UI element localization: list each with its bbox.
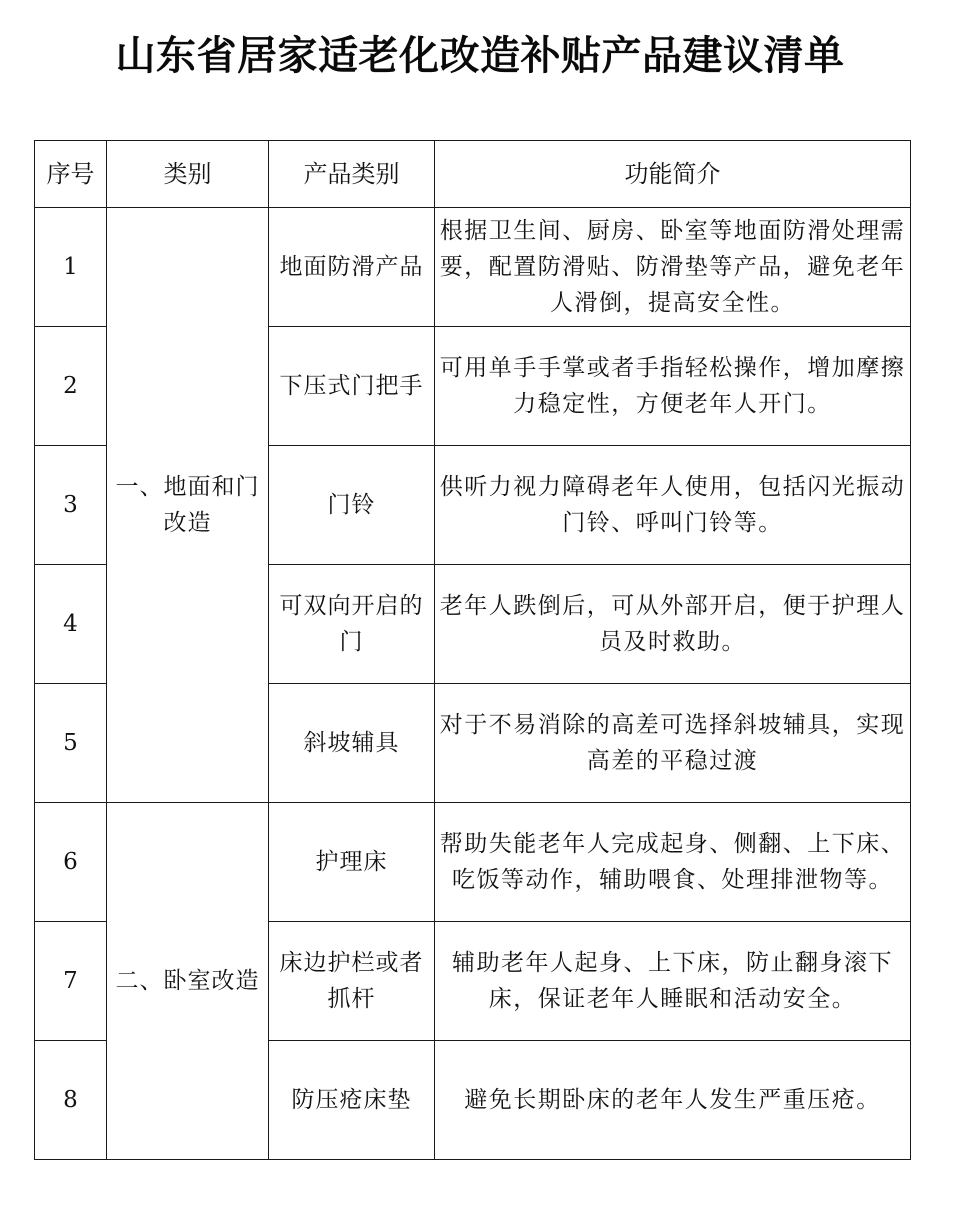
row-number: 2 — [35, 327, 107, 446]
function-cell: 根据卫生间、厨房、卧室等地面防滑处理需要，配置防滑贴、防滑垫等产品，避免老年人滑倒，提高安全性。 — [435, 208, 911, 327]
category-cell: 一、地面和门改造 — [107, 208, 269, 803]
function-cell: 老年人跌倒后，可从外部开启，便于护理人员及时救助。 — [435, 565, 911, 684]
table-row — [35, 803, 911, 922]
function-cell: 可用单手手掌或者手指轻松操作，增加摩擦力稳定性，方便老年人开门。 — [435, 327, 911, 446]
product-cell: 防压疮床垫 — [269, 1041, 435, 1160]
header-function-description: 功能简介 — [435, 141, 911, 208]
row-number: 6 — [35, 803, 107, 922]
product-cell: 门铃 — [269, 446, 435, 565]
function-cell: 帮助失能老年人完成起身、侧翻、上下床、吃饭等动作，辅助喂食、处理排泄物等。 — [435, 803, 911, 922]
row-number: 8 — [35, 1041, 107, 1160]
header-serial-number: 序号 — [35, 141, 107, 208]
row-number: 1 — [35, 208, 107, 327]
table-row — [35, 208, 911, 327]
function-cell: 避免长期卧床的老年人发生严重压疮。 — [435, 1041, 911, 1160]
product-cell: 地面防滑产品 — [269, 208, 435, 327]
row-number: 5 — [35, 684, 107, 803]
row-number: 7 — [35, 922, 107, 1041]
function-cell: 供听力视力障碍老年人使用，包括闪光振动门铃、呼叫门铃等。 — [435, 446, 911, 565]
header-category: 类别 — [107, 141, 269, 208]
page-title: 山东省居家适老化改造补贴产品建议清单 — [115, 33, 845, 79]
row-number: 4 — [35, 565, 107, 684]
row-number: 3 — [35, 446, 107, 565]
product-cell: 下压式门把手 — [269, 327, 435, 446]
function-cell: 对于不易消除的高差可选择斜坡辅具，实现高差的平稳过渡 — [435, 684, 911, 803]
table-header-row — [35, 141, 911, 208]
product-cell: 斜坡辅具 — [269, 684, 435, 803]
product-cell: 可双向开启的门 — [269, 565, 435, 684]
product-cell: 护理床 — [269, 803, 435, 922]
product-cell: 床边护栏或者抓杆 — [269, 922, 435, 1041]
category-cell: 二、卧室改造 — [107, 803, 269, 1160]
header-product-category: 产品类别 — [269, 141, 435, 208]
function-cell: 辅助老年人起身、上下床，防止翻身滚下床，保证老年人睡眠和活动安全。 — [435, 922, 911, 1041]
product-list-table — [34, 140, 911, 1160]
